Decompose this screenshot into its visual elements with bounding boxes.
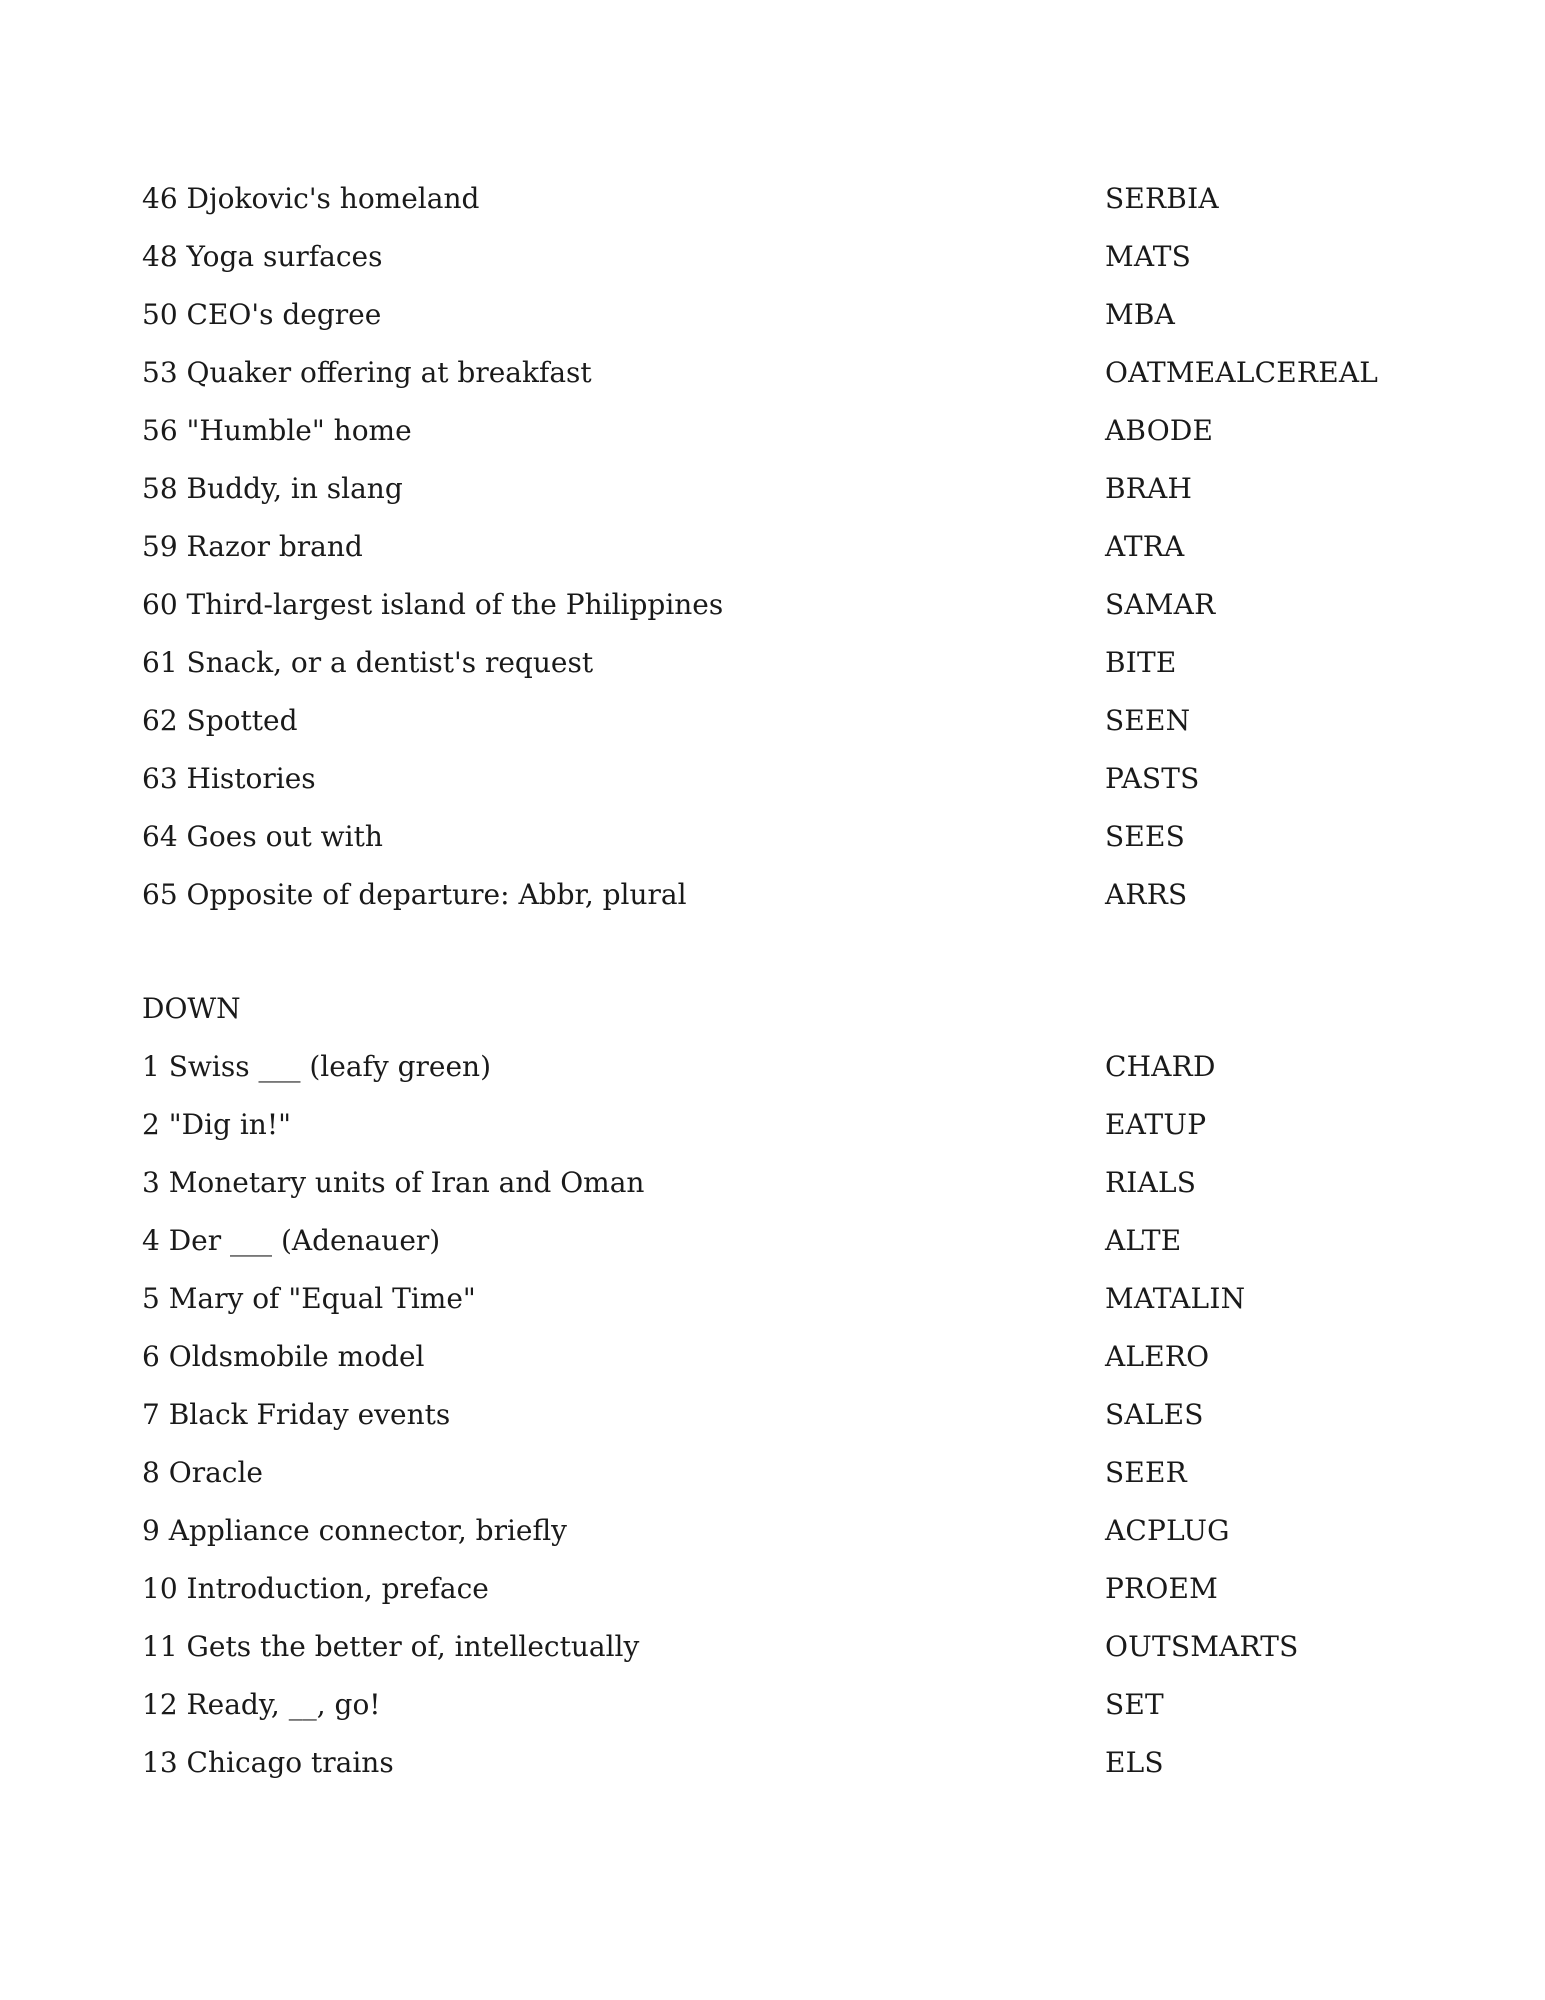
clue-text: Swiss ___ (leafy green) (168, 1050, 492, 1083)
clue-row (142, 460, 1402, 518)
clue-answer: MATALIN (1105, 1282, 1246, 1315)
clue-answer: SEEN (1105, 704, 1191, 737)
clue-text: "Humble" home (186, 414, 412, 447)
clue-answer: MBA (1105, 298, 1176, 331)
clue-row (142, 1386, 1402, 1444)
clue-number: 53 (142, 356, 178, 389)
clue-number: 64 (142, 820, 178, 853)
clue-answer: BRAH (1105, 472, 1193, 505)
clue-answer: OUTSMARTS (1105, 1630, 1299, 1663)
clue-text: Black Friday events (168, 1398, 451, 1431)
clue-number: 46 (142, 182, 178, 215)
clue-row (142, 1444, 1402, 1502)
clue-text: Buddy, in slang (186, 472, 403, 505)
clue-row (142, 866, 1402, 924)
clue-row (142, 808, 1402, 866)
across-clue-list (142, 170, 1402, 924)
clue-number: 4 (142, 1224, 160, 1257)
clue-text: Snack, or a dentist's request (186, 646, 594, 679)
clue-answer: SAMAR (1105, 588, 1216, 621)
clue-row (142, 344, 1402, 402)
clue-text: Histories (186, 762, 316, 795)
clue-row (142, 1560, 1402, 1618)
clue-row (142, 1212, 1402, 1270)
clue-row (142, 1154, 1402, 1212)
clue-answer: PASTS (1105, 762, 1200, 795)
clue-text: Ready, __, go! (186, 1688, 381, 1721)
clue-answer: OATMEALCEREAL (1105, 356, 1379, 389)
clue-answer: SERBIA (1105, 182, 1219, 215)
clue-row (142, 286, 1402, 344)
clue-number: 65 (142, 878, 178, 911)
clue-answer: MATS (1105, 240, 1192, 273)
clue-text: Oracle (168, 1456, 263, 1489)
clue-answer: SALES (1105, 1398, 1204, 1431)
clue-number: 62 (142, 704, 178, 737)
clue-number: 8 (142, 1456, 160, 1489)
clue-number: 9 (142, 1514, 160, 1547)
clue-answer: BITE (1105, 646, 1177, 679)
clue-number: 58 (142, 472, 178, 505)
clue-row (142, 576, 1402, 634)
clue-answer: PROEM (1105, 1572, 1218, 1605)
clue-text: Razor brand (186, 530, 363, 563)
clue-text: Gets the better of, intellectually (186, 1630, 640, 1663)
clue-answer: SET (1105, 1688, 1164, 1721)
clue-number: 13 (142, 1746, 178, 1779)
clue-row (142, 634, 1402, 692)
clue-number: 48 (142, 240, 178, 273)
clue-text: Oldsmobile model (168, 1340, 425, 1373)
clue-number: 6 (142, 1340, 160, 1373)
clue-row (142, 1270, 1402, 1328)
clue-answer: RIALS (1105, 1166, 1197, 1199)
clue-number: 61 (142, 646, 178, 679)
clue-answer: ARRS (1105, 878, 1188, 911)
clue-number: 56 (142, 414, 178, 447)
clue-number: 59 (142, 530, 178, 563)
clue-answer: ALTE (1105, 1224, 1182, 1257)
clue-answer: CHARD (1105, 1050, 1216, 1083)
clue-row (142, 1038, 1402, 1096)
clue-row (142, 228, 1402, 286)
clue-number: 10 (142, 1572, 178, 1605)
clue-text: Chicago trains (186, 1746, 394, 1779)
clue-number: 60 (142, 588, 178, 621)
clue-answer: ELS (1105, 1746, 1164, 1779)
down-heading: DOWN (142, 992, 241, 1025)
clue-row (142, 692, 1402, 750)
clue-text: Monetary units of Iran and Oman (168, 1166, 645, 1199)
clue-row (142, 1328, 1402, 1386)
clue-text: Spotted (186, 704, 298, 737)
down-clue-list (142, 980, 1402, 1792)
clue-row (142, 1096, 1402, 1154)
clue-answer: ACPLUG (1105, 1514, 1230, 1547)
clue-number: 7 (142, 1398, 160, 1431)
clue-answer: ATRA (1105, 530, 1185, 563)
clue-row (142, 170, 1402, 228)
clue-number: 11 (142, 1630, 178, 1663)
clue-number: 2 (142, 1108, 160, 1141)
clue-text: Mary of "Equal Time" (168, 1282, 476, 1315)
clue-number: 1 (142, 1050, 160, 1083)
clue-row (142, 518, 1402, 576)
clue-text: Goes out with (186, 820, 383, 853)
clue-text: CEO's degree (186, 298, 382, 331)
clue-row (142, 1618, 1402, 1676)
clue-text: Third-largest island of the Philippines (186, 588, 724, 621)
clue-number: 3 (142, 1166, 160, 1199)
clue-text: Appliance connector, briefly (168, 1514, 567, 1547)
clue-row (142, 402, 1402, 460)
clue-text: Djokovic's homeland (186, 182, 480, 215)
clue-text: "Dig in!" (168, 1108, 291, 1141)
clue-answer: EATUP (1105, 1108, 1207, 1141)
clue-number: 63 (142, 762, 178, 795)
clue-text: Der ___ (Adenauer) (168, 1224, 441, 1257)
clue-row (142, 1734, 1402, 1792)
clue-number: 12 (142, 1688, 178, 1721)
clue-text: Yoga surfaces (186, 240, 383, 273)
clue-row (142, 750, 1402, 808)
clue-text: Introduction, preface (186, 1572, 489, 1605)
clue-answer: SEES (1105, 820, 1186, 853)
clue-row (142, 1676, 1402, 1734)
clue-text: Opposite of departure: Abbr, plural (186, 878, 687, 911)
clue-text: Quaker offering at breakfast (186, 356, 592, 389)
clue-row (142, 1502, 1402, 1560)
clue-answer: ALERO (1105, 1340, 1210, 1373)
clue-number: 5 (142, 1282, 160, 1315)
clue-number: 50 (142, 298, 178, 331)
clue-answer: SEER (1105, 1456, 1187, 1489)
clue-answer: ABODE (1105, 414, 1214, 447)
